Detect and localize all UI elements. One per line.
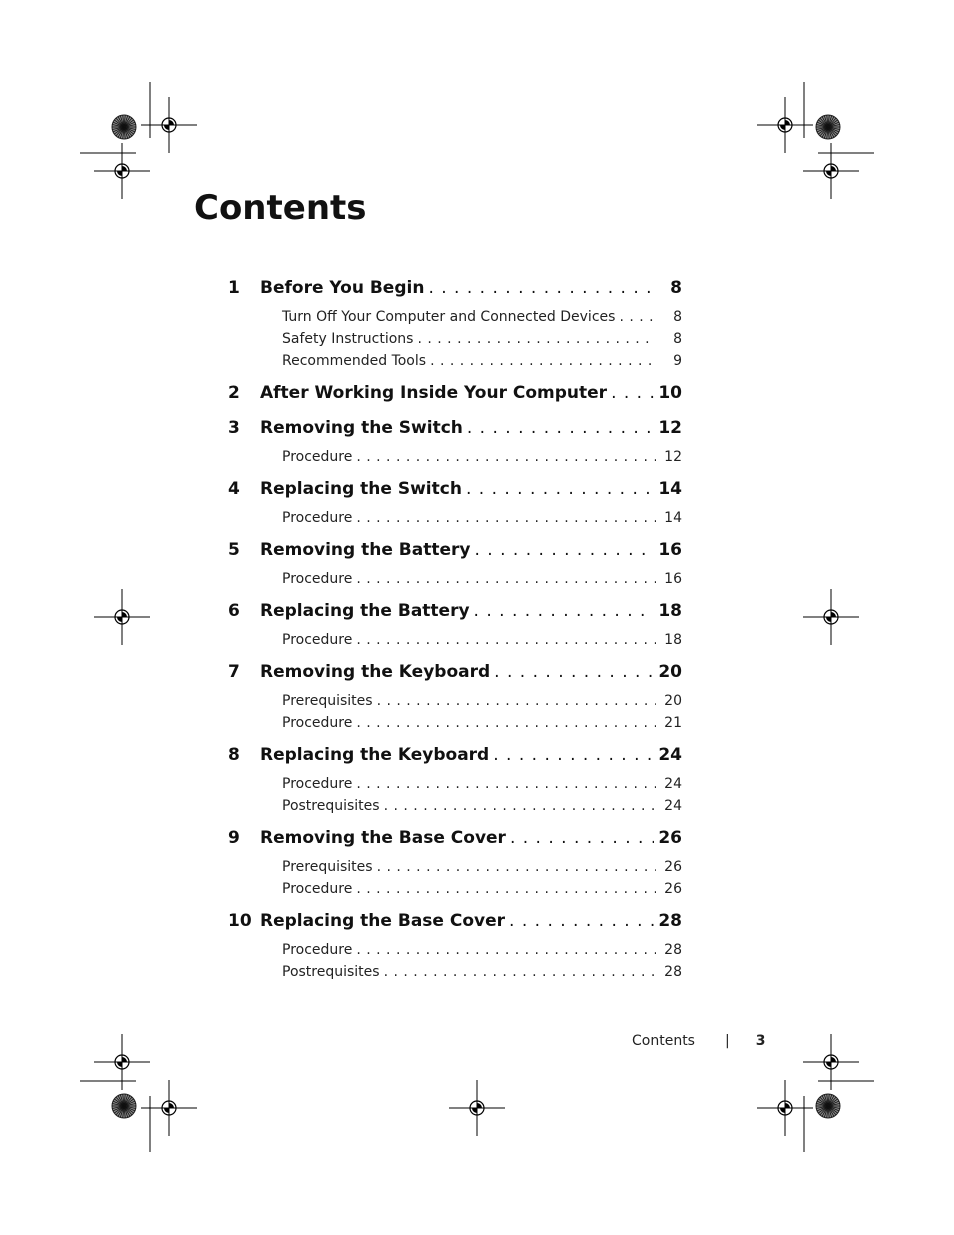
dot-leader bbox=[377, 690, 656, 712]
page-footer bbox=[632, 1030, 765, 1052]
section-page-number: 28 bbox=[664, 964, 682, 980]
section-title: Procedure bbox=[282, 632, 353, 648]
crosshair-target-icon bbox=[757, 1080, 813, 1136]
chapter-sections bbox=[228, 856, 682, 900]
section-title: Procedure bbox=[282, 776, 353, 792]
chapter-title: Removing the Base Cover bbox=[260, 828, 506, 848]
footer-separator: | bbox=[724, 1033, 730, 1049]
toc-section[interactable] bbox=[228, 856, 682, 878]
starburst-icon bbox=[816, 1094, 840, 1118]
section-title: Procedure bbox=[282, 942, 353, 958]
toc-chapter[interactable] bbox=[228, 658, 682, 686]
section-title: Procedure bbox=[282, 571, 353, 587]
chapter-title: Replacing the Keyboard bbox=[260, 745, 490, 765]
footer-label: Contents bbox=[632, 1033, 695, 1049]
chapter-sections bbox=[228, 939, 682, 983]
crosshair-target-icon bbox=[449, 1080, 505, 1136]
toc-chapter[interactable] bbox=[228, 379, 682, 407]
dot-leader bbox=[384, 795, 656, 817]
section-title: Procedure bbox=[282, 449, 353, 465]
dot-leader bbox=[356, 568, 656, 590]
toc-section[interactable] bbox=[228, 629, 682, 651]
toc-section[interactable] bbox=[228, 939, 682, 961]
section-page-number: 21 bbox=[664, 715, 682, 731]
chapter-title: Before You Begin bbox=[260, 278, 425, 298]
dot-leader bbox=[467, 414, 654, 442]
dot-leader bbox=[619, 306, 656, 328]
toc-section[interactable] bbox=[228, 446, 682, 468]
section-page-number: 24 bbox=[664, 776, 682, 792]
chapter-sections bbox=[228, 446, 682, 468]
page-title: Contents bbox=[194, 188, 367, 228]
crosshair-target-icon bbox=[803, 589, 859, 645]
toc-section[interactable] bbox=[228, 795, 682, 817]
chapter-page-number: 18 bbox=[658, 601, 682, 621]
section-title: Safety Instructions bbox=[282, 331, 414, 347]
dot-leader bbox=[510, 824, 654, 852]
dot-leader bbox=[430, 350, 656, 372]
chapter-page-number: 14 bbox=[658, 479, 682, 499]
section-page-number: 26 bbox=[664, 881, 682, 897]
chapter-page-number: 16 bbox=[658, 540, 682, 560]
chapter-number: 1 bbox=[228, 278, 240, 298]
dot-leader bbox=[474, 597, 655, 625]
section-page-number: 20 bbox=[664, 693, 682, 709]
dot-leader bbox=[494, 658, 654, 686]
toc-chapter[interactable] bbox=[228, 824, 682, 852]
section-title: Procedure bbox=[282, 510, 353, 526]
toc-chapter[interactable] bbox=[228, 414, 682, 442]
chapter-title: Replacing the Battery bbox=[260, 601, 470, 621]
section-page-number: 14 bbox=[664, 510, 682, 526]
dot-leader bbox=[356, 939, 656, 961]
chapter-sections bbox=[228, 629, 682, 651]
section-title: Procedure bbox=[282, 715, 353, 731]
chapter-title: Replacing the Base Cover bbox=[260, 911, 506, 931]
toc-section[interactable] bbox=[228, 712, 682, 734]
chapter-title: Removing the Battery bbox=[260, 540, 471, 560]
toc-section[interactable] bbox=[228, 507, 682, 529]
chapter-number: 7 bbox=[228, 662, 240, 682]
chapter-page-number: 8 bbox=[670, 278, 682, 298]
section-title: Procedure bbox=[282, 881, 353, 897]
starburst-icon bbox=[816, 115, 840, 139]
starburst-icon bbox=[112, 115, 136, 139]
crosshair-target-icon bbox=[141, 1080, 197, 1136]
toc-section[interactable] bbox=[228, 961, 682, 983]
toc-section[interactable] bbox=[228, 690, 682, 712]
dot-leader bbox=[493, 741, 654, 769]
dot-leader bbox=[466, 475, 654, 503]
dot-leader bbox=[356, 446, 656, 468]
crosshair-target-icon bbox=[803, 1034, 859, 1090]
dot-leader bbox=[356, 878, 656, 900]
crosshair-target-icon bbox=[803, 143, 859, 199]
crosshair-target-icon bbox=[757, 97, 813, 153]
section-title: Prerequisites bbox=[282, 693, 373, 709]
toc-section[interactable] bbox=[228, 306, 682, 328]
toc-section[interactable] bbox=[228, 773, 682, 795]
chapter-sections bbox=[228, 690, 682, 734]
dot-leader bbox=[356, 712, 656, 734]
chapter-number: 2 bbox=[228, 383, 240, 403]
chapter-sections bbox=[228, 507, 682, 529]
toc-chapter[interactable] bbox=[228, 741, 682, 769]
dot-leader bbox=[356, 507, 656, 529]
chapter-page-number: 12 bbox=[658, 418, 682, 438]
dot-leader bbox=[356, 629, 656, 651]
section-title: Recommended Tools bbox=[282, 353, 427, 369]
chapter-page-number: 28 bbox=[658, 911, 682, 931]
section-title: Prerequisites bbox=[282, 859, 373, 875]
chapter-number: 3 bbox=[228, 418, 240, 438]
chapter-title: Removing the Switch bbox=[260, 418, 463, 438]
section-page-number: 18 bbox=[664, 632, 682, 648]
starburst-icon bbox=[112, 1094, 136, 1118]
section-title: Postrequisites bbox=[282, 798, 380, 814]
chapter-number: 8 bbox=[228, 745, 240, 765]
chapter-title: Removing the Keyboard bbox=[260, 662, 491, 682]
section-page-number: 12 bbox=[664, 449, 682, 465]
crosshair-target-icon bbox=[94, 589, 150, 645]
section-title: Turn Off Your Computer and Connected Devices bbox=[282, 309, 616, 325]
toc-section[interactable] bbox=[228, 568, 682, 590]
section-page-number: 9 bbox=[673, 353, 682, 369]
chapter-number: 6 bbox=[228, 601, 240, 621]
toc-chapter[interactable] bbox=[228, 536, 682, 564]
section-page-number: 8 bbox=[673, 331, 682, 347]
dot-leader bbox=[417, 328, 656, 350]
dot-leader bbox=[377, 856, 656, 878]
chapter-page-number: 24 bbox=[658, 745, 682, 765]
chapter-number: 4 bbox=[228, 479, 240, 499]
table-of-contents bbox=[228, 274, 682, 985]
chapter-page-number: 26 bbox=[658, 828, 682, 848]
chapter-number: 9 bbox=[228, 828, 240, 848]
chapter-sections bbox=[228, 306, 682, 372]
dot-leader bbox=[509, 907, 654, 935]
chapter-page-number: 20 bbox=[658, 662, 682, 682]
toc-chapter[interactable] bbox=[228, 274, 682, 302]
chapter-sections bbox=[228, 773, 682, 817]
dot-leader bbox=[474, 536, 654, 564]
dot-leader bbox=[384, 961, 656, 983]
section-page-number: 8 bbox=[673, 309, 682, 325]
crosshair-target-icon bbox=[141, 97, 197, 153]
section-page-number: 26 bbox=[664, 859, 682, 875]
crosshair-target-icon bbox=[94, 1034, 150, 1090]
footer-page-number: 3 bbox=[755, 1033, 766, 1049]
dot-leader bbox=[356, 773, 656, 795]
dot-leader bbox=[428, 274, 658, 302]
toc-chapter[interactable] bbox=[228, 475, 682, 503]
section-title: Postrequisites bbox=[282, 964, 380, 980]
chapter-number: 10 bbox=[228, 911, 252, 931]
toc-chapter[interactable] bbox=[228, 907, 682, 935]
chapter-page-number: 10 bbox=[658, 383, 682, 403]
section-page-number: 28 bbox=[664, 942, 682, 958]
section-page-number: 16 bbox=[664, 571, 682, 587]
toc-section[interactable] bbox=[228, 328, 682, 350]
chapter-sections bbox=[228, 568, 682, 590]
toc-chapter[interactable] bbox=[228, 597, 682, 625]
chapter-number: 5 bbox=[228, 540, 240, 560]
chapter-title: Replacing the Switch bbox=[260, 479, 462, 499]
crosshair-target-icon bbox=[94, 143, 150, 199]
section-page-number: 24 bbox=[664, 798, 682, 814]
toc-section[interactable] bbox=[228, 878, 682, 900]
toc-section[interactable] bbox=[228, 350, 682, 372]
chapter-title: After Working Inside Your Computer bbox=[260, 383, 608, 403]
dot-leader bbox=[611, 379, 654, 407]
